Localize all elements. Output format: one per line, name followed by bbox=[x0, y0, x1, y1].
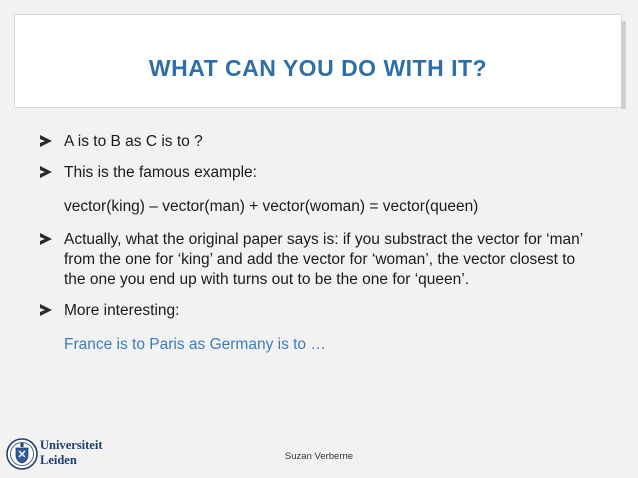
bullet-item bbox=[40, 132, 600, 152]
example-analogy: France is to Paris as Germany is to … bbox=[64, 336, 326, 353]
bullet-text: This is the famous example: bbox=[64, 164, 257, 181]
slide-title: WHAT CAN YOU DO WITH IT? bbox=[148, 55, 488, 81]
bullet-item bbox=[40, 163, 600, 183]
slide-content bbox=[40, 132, 600, 366]
bullet-item bbox=[40, 230, 600, 290]
bullet-item bbox=[40, 301, 600, 321]
arrow-bullet-icon bbox=[40, 166, 52, 178]
title-box bbox=[14, 14, 622, 108]
bullet-text: A is to B as C is to ? bbox=[64, 133, 203, 150]
footer-author: Suzan Verberne bbox=[284, 451, 354, 462]
logo-line-2: Leiden bbox=[40, 453, 77, 467]
example-formula: vector(king) – vector(man) + vector(woman) = vector(queen) bbox=[64, 198, 479, 215]
logo-line-1: Universiteit bbox=[40, 438, 103, 452]
arrow-bullet-icon bbox=[40, 233, 52, 245]
bullet-text: Actually, what the original paper says is: if you substract the vector for ‘man’ from the one for ‘king’ and add the vector for ‘woman’, the vector closest to the one you end up with turns out to be the one for ‘queen’. bbox=[64, 231, 583, 288]
arrow-bullet-icon bbox=[40, 135, 52, 147]
arrow-bullet-icon bbox=[40, 304, 52, 316]
bullet-text: More interesting: bbox=[64, 302, 180, 319]
